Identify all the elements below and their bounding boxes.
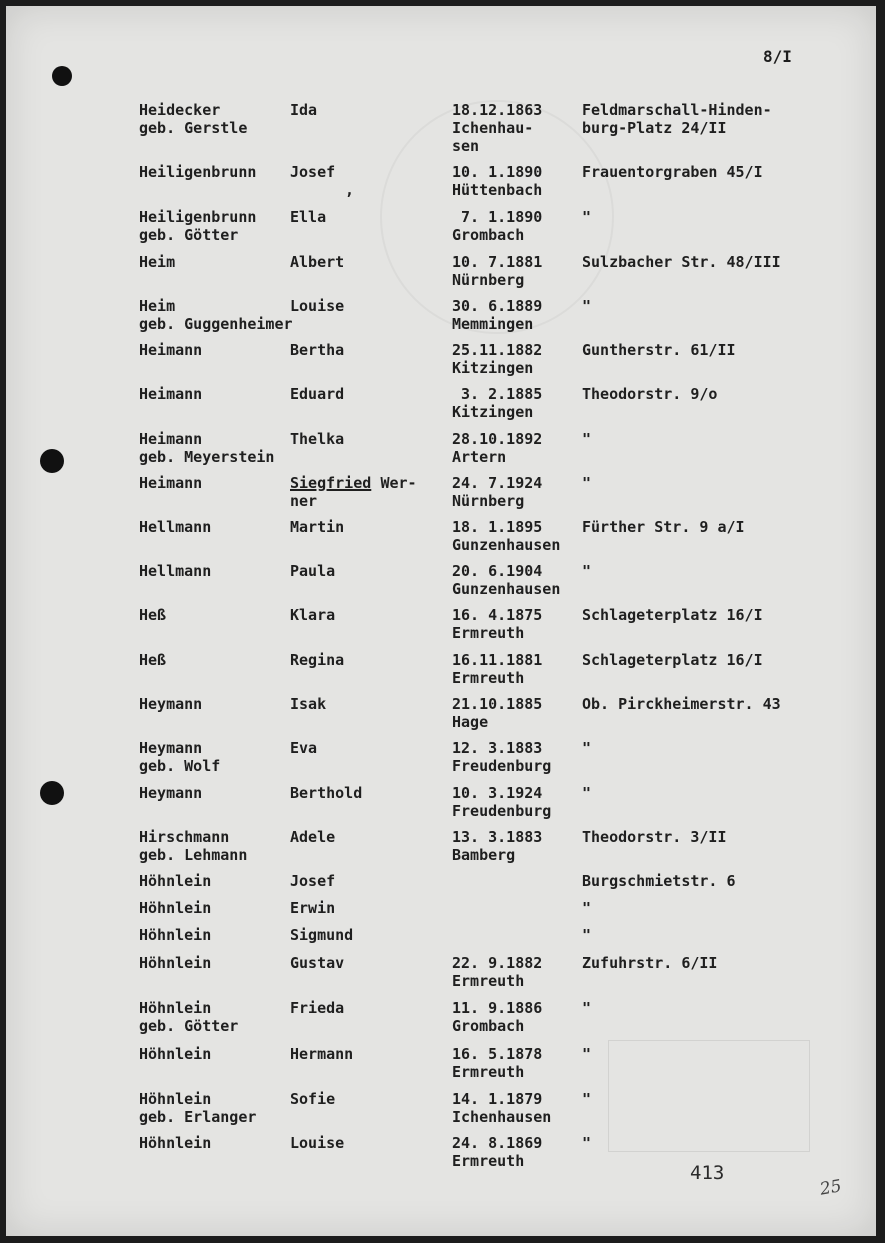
address: "	[582, 1134, 592, 1152]
first-name-continuation: Wer-	[371, 474, 417, 492]
surname: Höhnlein	[139, 954, 212, 972]
handwritten-note: 25	[818, 1176, 844, 1200]
birth-place: Hüttenbach	[452, 181, 543, 199]
birth-date: 20. 6.1904	[452, 562, 543, 580]
first-name: Erwin	[290, 899, 336, 917]
birth-place: Ermreuth	[452, 1063, 525, 1081]
birth-date: 16. 4.1875	[452, 606, 543, 624]
birth-place: Ichenhau-	[452, 119, 534, 137]
address: Guntherstr. 61/II	[582, 341, 736, 359]
birth-place: Kitzingen	[452, 359, 534, 377]
first-name: Louise	[290, 297, 345, 315]
birth-place: Ermreuth	[452, 624, 525, 642]
birth-place: Artern	[452, 448, 507, 466]
address: "	[582, 784, 592, 802]
birth-date: 16. 5.1878	[452, 1045, 543, 1063]
surname: Höhnlein	[139, 899, 212, 917]
address: Schlageterplatz 16/I	[582, 651, 763, 669]
surname: Höhnlein	[139, 1045, 212, 1063]
first-name: Regina	[290, 651, 345, 669]
birth-date: 18. 1.1895	[452, 518, 543, 536]
surname: Höhnlein	[139, 872, 212, 890]
first-name: Paula	[290, 562, 336, 580]
birth-date: 30. 6.1889	[452, 297, 543, 315]
first-name: Sigmund	[290, 926, 354, 944]
first-name: Ella	[290, 208, 327, 226]
first-name-line2: ner	[290, 492, 318, 510]
first-name: Berthold	[290, 784, 363, 802]
birth-date: 12. 3.1883	[452, 739, 543, 757]
first-name: Josef	[290, 872, 336, 890]
birth-place: Freudenburg	[452, 802, 552, 820]
address: "	[582, 430, 592, 448]
birth-date: 21.10.1885	[452, 695, 543, 713]
birth-place: Grombach	[452, 226, 525, 244]
first-name: Frieda	[290, 999, 345, 1017]
address-line2: burg-Platz 24/II	[582, 119, 727, 137]
surname: Höhnlein	[139, 926, 212, 944]
maiden-name: geb. Gerstle	[139, 119, 248, 137]
first-name: Ida	[290, 101, 318, 119]
surname: Heimann	[139, 341, 203, 359]
address: "	[582, 899, 592, 917]
birth-place: Kitzingen	[452, 403, 534, 421]
maiden-name: geb. Götter	[139, 226, 239, 244]
surname: Heimann	[139, 474, 203, 492]
birth-place: Bamberg	[452, 846, 516, 864]
surname: Heim	[139, 253, 176, 271]
maiden-name: geb. Guggenheimer	[139, 315, 293, 333]
birth-place: Nürnberg	[452, 492, 525, 510]
address: Theodorstr. 9/o	[582, 385, 718, 403]
first-name: Isak	[290, 695, 327, 713]
birth-place: Gunzenhausen	[452, 536, 561, 554]
maiden-name: geb. Götter	[139, 1017, 239, 1035]
address: Frauentorgraben 45/I	[582, 163, 763, 181]
surname: Heß	[139, 606, 167, 624]
birth-place: Hage	[452, 713, 489, 731]
surname: Heimann	[139, 385, 203, 403]
birth-date: 22. 9.1882	[452, 954, 543, 972]
birth-date: 13. 3.1883	[452, 828, 543, 846]
maiden-name: geb. Lehmann	[139, 846, 248, 864]
surname: Heimann	[139, 430, 203, 448]
address: Fürther Str. 9 a/I	[582, 518, 745, 536]
address: Zufuhrstr. 6/II	[582, 954, 718, 972]
surname: Heiligenbrunn	[139, 163, 257, 181]
birth-place-line2: sen	[452, 137, 480, 155]
first-name: Siegfried	[290, 474, 372, 492]
surname: Heiligenbrunn	[139, 208, 257, 226]
birth-place: Ermreuth	[452, 1152, 525, 1170]
surname: Heymann	[139, 695, 203, 713]
maiden-name: geb. Wolf	[139, 757, 221, 775]
first-name: Thelka	[290, 430, 345, 448]
surname: Höhnlein	[139, 1090, 212, 1108]
birth-place: Freudenburg	[452, 757, 552, 775]
birth-date: 24. 7.1924	[452, 474, 543, 492]
birth-date: 28.10.1892	[452, 430, 543, 448]
address: Feldmarschall-Hinden-	[582, 101, 772, 119]
address: "	[582, 739, 592, 757]
address: "	[582, 999, 592, 1017]
birth-place: Ermreuth	[452, 669, 525, 687]
birth-date: 18.12.1863	[452, 101, 543, 119]
surname: Hellmann	[139, 518, 212, 536]
birth-date: 11. 9.1886	[452, 999, 543, 1017]
punch-hole	[40, 449, 64, 473]
birth-date: 25.11.1882	[452, 341, 543, 359]
surname: Höhnlein	[139, 999, 212, 1017]
birth-date: 10. 3.1924	[452, 784, 543, 802]
address: "	[582, 562, 592, 580]
surname: Heymann	[139, 739, 203, 757]
first-name: Bertha	[290, 341, 345, 359]
birth-place: Ermreuth	[452, 972, 525, 990]
address: "	[582, 474, 592, 492]
maiden-name: geb. Meyerstein	[139, 448, 275, 466]
first-name: Josef	[290, 163, 336, 181]
surname: Hirschmann	[139, 828, 230, 846]
birth-date: 3. 2.1885	[452, 385, 543, 403]
surname: Heim	[139, 297, 176, 315]
birth-date: 7. 1.1890	[452, 208, 543, 226]
address: Schlageterplatz 16/I	[582, 606, 763, 624]
first-name: Albert	[290, 253, 345, 271]
birth-place: Nürnberg	[452, 271, 525, 289]
birth-date: 16.11.1881	[452, 651, 543, 669]
first-name: Eva	[290, 739, 318, 757]
faint-stamp-box	[608, 1040, 810, 1152]
address: Theodorstr. 3/II	[582, 828, 727, 846]
surname: Heß	[139, 651, 167, 669]
first-name: Louise	[290, 1134, 345, 1152]
surname: Höhnlein	[139, 1134, 212, 1152]
first-name: Gustav	[290, 954, 345, 972]
first-name: Adele	[290, 828, 336, 846]
first-name: Eduard	[290, 385, 345, 403]
surname: Heymann	[139, 784, 203, 802]
birth-place: Gunzenhausen	[452, 580, 561, 598]
address: "	[582, 297, 592, 315]
maiden-name: geb. Erlanger	[139, 1108, 257, 1126]
birth-place: Memmingen	[452, 315, 534, 333]
surname: Heidecker	[139, 101, 221, 119]
birth-date: 24. 8.1869	[452, 1134, 543, 1152]
address: "	[582, 208, 592, 226]
address: Ob. Pirckheimerstr. 43	[582, 695, 781, 713]
birth-place: Ichenhausen	[452, 1108, 552, 1126]
first-name: Martin	[290, 518, 345, 536]
address: "	[582, 926, 592, 944]
first-name: Sofie	[290, 1090, 336, 1108]
birth-date: 14. 1.1879	[452, 1090, 543, 1108]
address: Sulzbacher Str. 48/III	[582, 253, 781, 271]
punch-hole	[52, 66, 72, 86]
birth-date: 10. 7.1881	[452, 253, 543, 271]
address: Burgschmietstr. 6	[582, 872, 736, 890]
birth-date: 10. 1.1890	[452, 163, 543, 181]
birth-place: Grombach	[452, 1017, 525, 1035]
address: "	[582, 1045, 592, 1063]
surname: Hellmann	[139, 562, 212, 580]
address: "	[582, 1090, 592, 1108]
first-name: Hermann	[290, 1045, 354, 1063]
page-number: 413	[690, 1162, 725, 1184]
first-name: Klara	[290, 606, 336, 624]
punch-hole	[40, 781, 64, 805]
stray-mark: ,	[345, 181, 355, 199]
page-reference: 8/I	[763, 47, 792, 66]
